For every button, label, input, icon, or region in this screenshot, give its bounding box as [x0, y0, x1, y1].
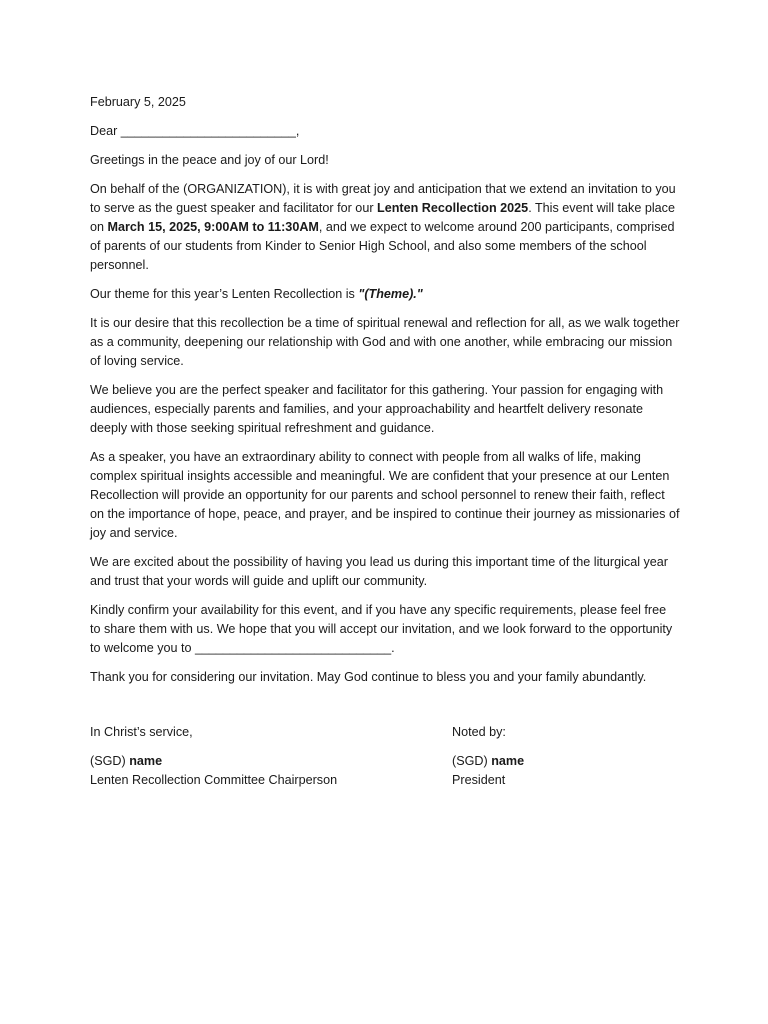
sgd-right: (SGD): [452, 754, 492, 768]
paragraph-thanks: Thank you for considering our invitation. May God continue to bless you and your family abundantly.: [90, 670, 647, 684]
sgd-left: (SGD): [90, 754, 130, 768]
name-left: name: [129, 754, 163, 768]
paragraph-speaker: As a speaker, you have an extraordinary ability to connect with people from all walks of life, making complex spiritual insights accessible and meaningful. We are confident that your presence at our Lenten Recollection will provide an opportunity for our parents and school personnel to renew their faith, reflect on the importance of hope, peace, and prayer, and be inspired to continue their journey as missionaries of joy and service.: [90, 450, 680, 540]
spacer: [90, 742, 430, 752]
title-right: President: [452, 773, 506, 787]
signature-left: [90, 723, 430, 790]
paragraph-confirm: Kindly confirm your availability for this event, and if you have any specific requirements, please feel free to share them with us. We hope that you will accept our invitation, and we look forward to the opportunity to welcome you to ____________________________.: [90, 603, 673, 655]
paragraph-believe: We believe you are the perfect speaker and facilitator for this gathering. Your passion for engaging with audiences, especially parents and families, and your approachability and heartfelt delivery resonate deeply with those seeking spiritual refreshment and guidance.: [90, 383, 664, 435]
salutation: Dear _________________________,: [90, 124, 300, 138]
event-date-time: March 15, 2025, 9:00AM to 11:30AM: [107, 220, 319, 234]
title-left: Lenten Recollection Committee Chairperson: [90, 773, 338, 787]
invitation-text-b: . This event will take place on: [90, 201, 675, 234]
signer-left: [90, 752, 430, 771]
paragraph-invitation: [90, 180, 680, 275]
invitation-text-a: On behalf of the (ORGANIZATION), it is with great joy and anticipation that we extend an invitation to you to serve as the guest speaker and facilitator for our: [90, 182, 676, 215]
paragraph-desire: It is our desire that this recollection be a time of spiritual renewal and reflection for all, as we walk together as a community, deepening our relationship with God and with one another, while embracing our mission of loving service.: [90, 316, 680, 368]
paragraph-theme: [90, 285, 680, 304]
theme-value: [358, 287, 422, 301]
invitation-text-c: , and we expect to welcome around 200 participants, comprised of parents of our students from Kinder to Senior High School, and also some members of the school personnel.: [90, 220, 675, 272]
closing-left: In Christ’s service,: [90, 725, 193, 739]
signature-right: [452, 723, 680, 790]
theme-text: Our theme for this year’s Lenten Recollection is: [90, 287, 359, 301]
letter-body: [90, 93, 680, 697]
spacer: [452, 742, 680, 752]
closing-right: Noted by:: [452, 725, 506, 739]
event-name: Lenten Recollection 2025: [377, 201, 529, 215]
letter-date: February 5, 2025: [90, 95, 186, 109]
paragraph-excited: We are excited about the possibility of having you lead us during this important time of the liturgical year and trust that your words will guide and uplift our community.: [90, 555, 668, 588]
greeting: Greetings in the peace and joy of our Lord!: [90, 153, 329, 167]
signer-right: [452, 752, 680, 771]
theme-value-italic: "(Theme).": [358, 287, 423, 301]
name-right: name: [491, 754, 525, 768]
